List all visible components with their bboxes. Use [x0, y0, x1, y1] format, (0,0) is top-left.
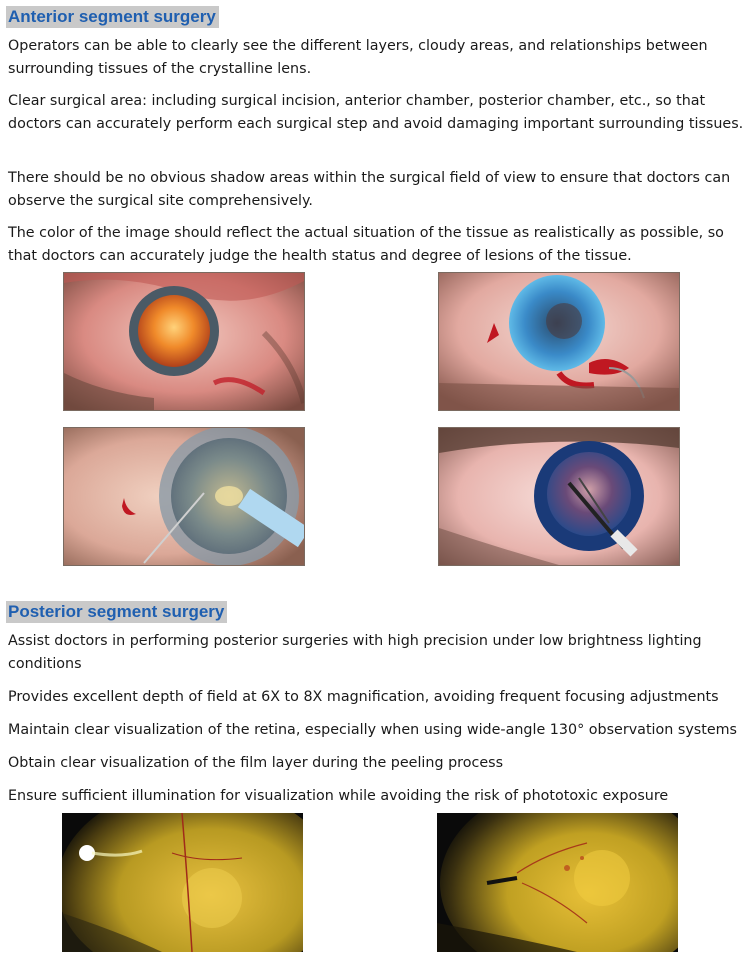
anterior-paragraph: There should be no obvious shadow areas within the surgical field of view to ensure that doctors can observe the surgical site comprehensively.: [8, 170, 731, 209]
posterior-paragraph: Obtain clear visualization of the film layer during the peeling process: [8, 755, 504, 771]
posterior-paragraph: Provides excellent depth of field at 6X to 8X magnification, avoiding frequent focusing adjustments: [8, 689, 719, 705]
anterior-surgery-photo: [438, 427, 680, 566]
posterior-paragraph: Maintain clear visualization of the retina, especially when using wide-angle 130° observation systems: [8, 722, 738, 738]
anterior-surgery-photo: [438, 272, 680, 411]
anterior-surgery-photo: [63, 427, 305, 566]
retina-fundus-photo: [62, 813, 303, 952]
anterior-surgery-photo: [63, 272, 305, 411]
posterior-paragraph: Ensure sufficient illumination for visualization while avoiding the risk of phototoxic exposure: [8, 788, 669, 804]
anterior-paragraph: Operators can be able to clearly see the different layers, cloudy areas, and relationships between surrounding tissues of the crystalline lens.: [8, 38, 708, 77]
posterior-segment-heading: Posterior segment surgery: [6, 601, 227, 623]
posterior-paragraph: Assist doctors in performing posterior surgeries with high precision under low brightness lighting conditions: [8, 633, 702, 672]
anterior-paragraph: The color of the image should reflect the actual situation of the tissue as realistically as possible, so that doctors can accurately judge the health status and degree of lesions of the tissue.: [8, 225, 724, 264]
anterior-paragraph: Clear surgical area: including surgical incision, anterior chamber, posterior chamber, etc., so that doctors can accurately perform each surgical step and avoid damaging important surrounding tissues.: [8, 93, 744, 132]
retina-fundus-photo: [437, 813, 678, 952]
anterior-segment-heading: Anterior segment surgery: [6, 6, 219, 28]
